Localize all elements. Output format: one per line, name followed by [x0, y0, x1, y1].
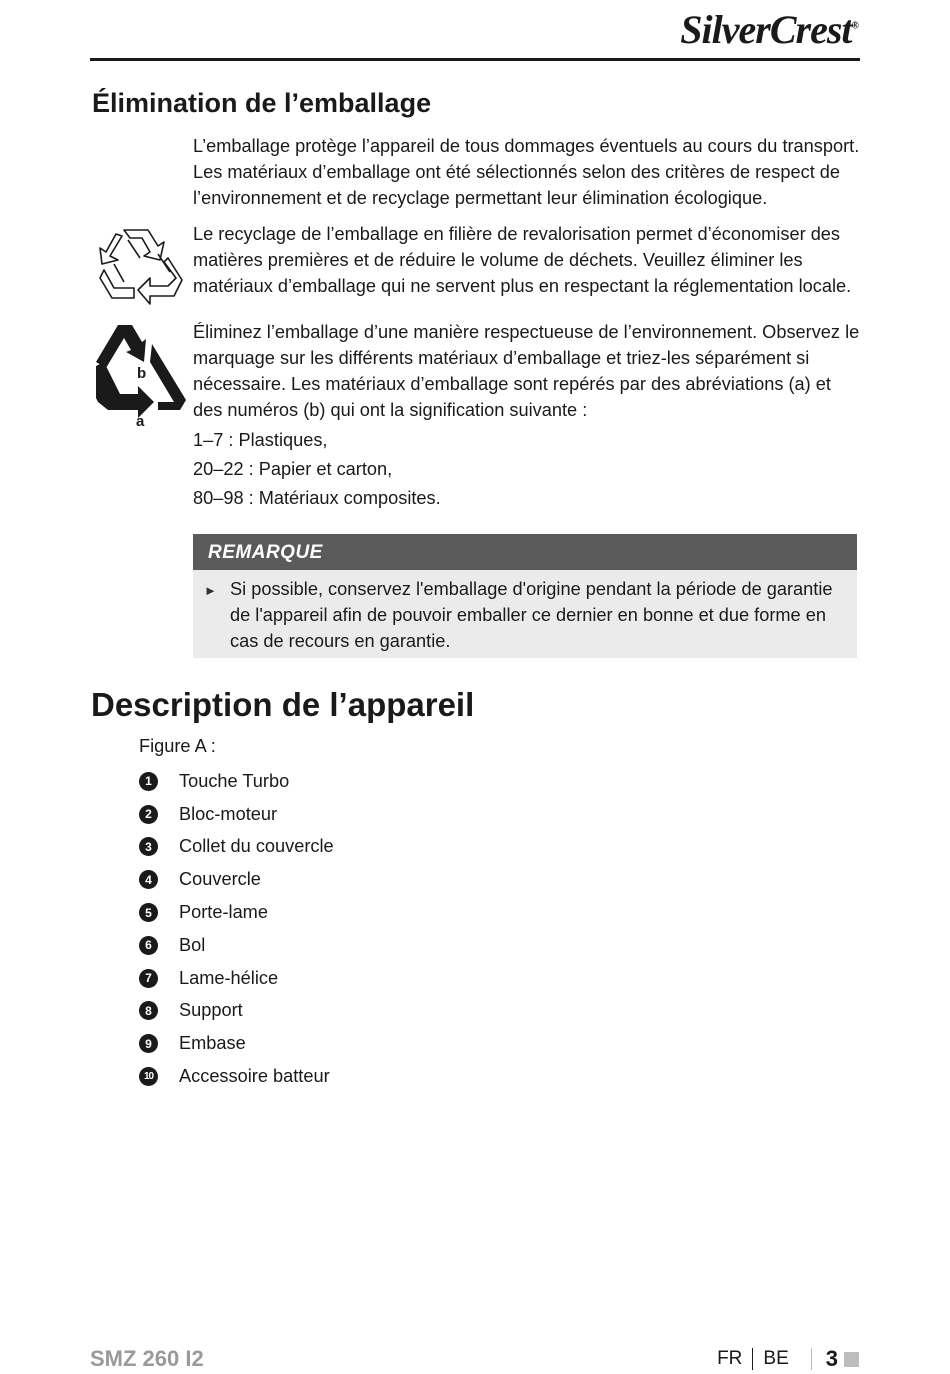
number-badge-icon: 8 — [139, 1001, 158, 1020]
part-label: Support — [179, 1000, 243, 1021]
part-item — [139, 962, 334, 995]
divider — [752, 1348, 753, 1370]
material-code-item: 1–7 : Plastiques, — [193, 430, 328, 450]
section-title-description: Description de l’appareil — [91, 686, 475, 723]
part-label: Couvercle — [179, 869, 261, 890]
part-label: Bloc-moteur — [179, 803, 278, 824]
packaging-paragraph-3: Éliminez l’emballage d’une manière respectueuse de l’environnement. Observez le marquage sur les différents matériaux d’emballage et triez-les séparément si nécessaire. Les matériaux d’emballage sont repérés par des abréviations (a) et des numéros (b) qui ont la signification suivante : — [193, 322, 860, 420]
part-label: Embase — [179, 1033, 246, 1054]
brand-logo — [680, 6, 858, 53]
part-item — [139, 1060, 334, 1093]
part-item — [139, 896, 334, 929]
material-codes-list — [193, 426, 441, 513]
part-label: Accessoire batteur — [179, 1066, 330, 1087]
section-title-packaging: Élimination de l’emballage — [92, 88, 432, 118]
part-label: Lame-hélice — [179, 967, 279, 988]
language-code: FR — [717, 1348, 743, 1369]
material-code-item: 80–98 : Matériaux composites. — [193, 488, 441, 508]
brand-name: SilverCrest — [680, 7, 852, 52]
page-number: 3 — [825, 1346, 838, 1371]
model-number: SMZ 260 I2 — [90, 1346, 204, 1371]
part-item — [139, 929, 334, 962]
page-marker-square — [844, 1352, 859, 1367]
code-number-label: b — [137, 365, 147, 382]
number-badge-icon: 4 — [139, 870, 158, 889]
number-badge-icon: 1 — [139, 772, 158, 791]
number-badge-icon: 2 — [139, 805, 158, 824]
number-badge-icon: 5 — [139, 903, 158, 922]
number-badge-icon: 6 — [139, 936, 158, 955]
note-text: Si possible, conservez l'emballage d'origine pendant la période de garantie de l'appareil afin de pouvoir emballer ce dernier en bonne et due forme en cas de recours en garantie. — [230, 579, 833, 651]
recycling-code-triangle-icon — [96, 322, 188, 430]
number-badge-icon: 10 — [139, 1067, 158, 1086]
code-abbreviation-label: a — [136, 413, 145, 430]
part-label: Porte-lame — [179, 902, 268, 923]
part-label: Touche Turbo — [179, 770, 290, 791]
packaging-paragraph-1: L’emballage protège l’appareil de tous dommages éventuels au cours du transport. Les matériaux d’emballage ont été sélectionnés selon des critères de respect de l’environnement et de recyclage permettant leur élimination écologique. — [193, 136, 860, 208]
packaging-paragraph-2: Le recyclage de l’emballage en filière de revalorisation permet d’économiser des matières premières et de réduire le volume de déchets. Veuillez éliminer les matériaux d’emballage qui ne servent plus en respectant la réglementation locale. — [193, 224, 852, 296]
figure-label: Figure A : — [139, 736, 216, 756]
note-body — [193, 570, 857, 654]
note-box — [193, 534, 857, 658]
divider — [811, 1348, 812, 1370]
part-item — [139, 1027, 334, 1060]
part-label: Collet du couvercle — [179, 836, 334, 857]
language-code: BE — [763, 1348, 789, 1369]
number-badge-icon: 9 — [139, 1034, 158, 1053]
part-item — [139, 995, 334, 1028]
part-item — [139, 798, 334, 831]
part-item — [139, 765, 334, 798]
header-rule — [90, 58, 860, 61]
number-badge-icon: 3 — [139, 837, 158, 856]
part-item — [139, 863, 334, 896]
material-code-item: 20–22 : Papier et carton, — [193, 459, 393, 479]
note-title: REMARQUE — [193, 534, 857, 570]
part-item — [139, 831, 334, 864]
part-label: Bol — [179, 934, 206, 955]
parts-list — [139, 765, 334, 1093]
arrow-right-icon: ► — [204, 583, 217, 598]
recycle-arrows-icon — [98, 224, 186, 306]
footer-page-info — [717, 1346, 859, 1372]
number-badge-icon: 7 — [139, 969, 158, 988]
registered-mark: ® — [851, 20, 858, 32]
